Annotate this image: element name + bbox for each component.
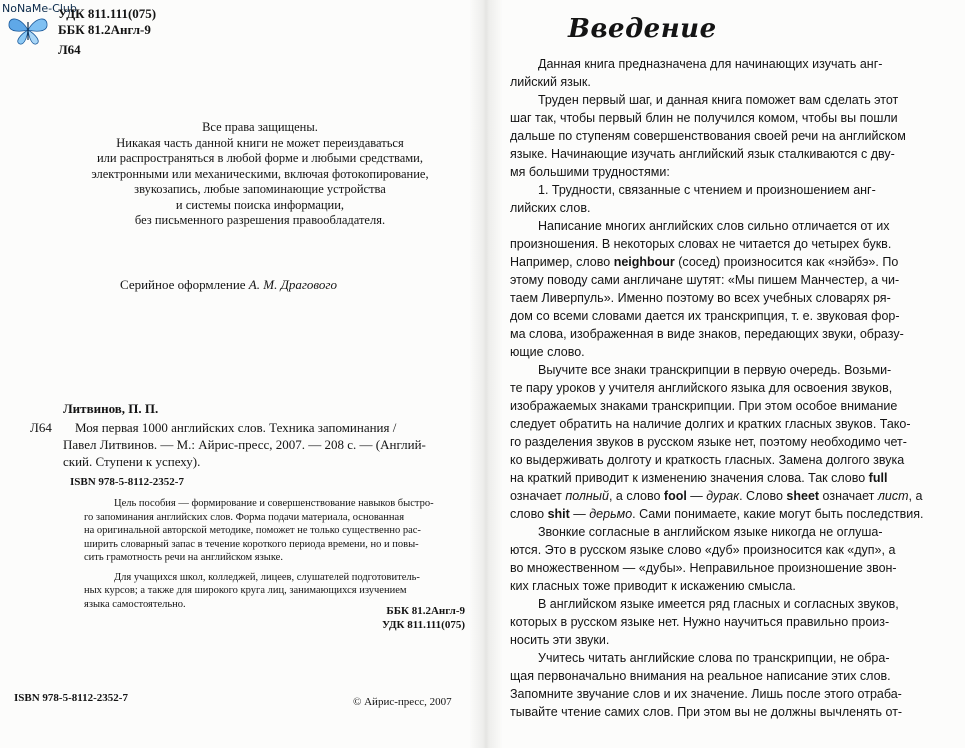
body-line bbox=[510, 685, 955, 703]
body-line bbox=[510, 397, 955, 415]
body-line bbox=[510, 163, 955, 181]
body-line bbox=[510, 541, 955, 559]
text-run: Учитесь читать английские слова по транскрипции, не обра- bbox=[538, 651, 890, 665]
rights-line: электронными или механическими, включая фотокопирование, bbox=[91, 166, 429, 181]
text-run: тывайте чтение самих слов. При этом вы не должны вычленять от- bbox=[510, 705, 903, 719]
text-run: ко выдерживать долготу и краткость гласных. Замена долгого звука bbox=[510, 453, 905, 467]
text-run: — bbox=[569, 507, 590, 521]
text-run: изображаемых знаками транскрипции. При этом особое внимание bbox=[510, 399, 898, 413]
body-line bbox=[510, 145, 955, 163]
body-line bbox=[510, 253, 955, 271]
text-run: этому поводу сами англичане шутят: «Мы пишем Манчестер, а чи- bbox=[510, 273, 900, 287]
body-line bbox=[510, 577, 955, 595]
body-line bbox=[510, 73, 955, 91]
text-run: Звонкие согласные в английском языке никогда не оглуша- bbox=[538, 525, 883, 539]
text-run: Написание многих английских слов сильно отличается от их bbox=[538, 219, 890, 233]
english-word: full bbox=[868, 471, 888, 485]
left-page bbox=[0, 0, 475, 748]
text-run: на краткий приводит к изменению значения слова. Так слово bbox=[510, 471, 869, 485]
body-line bbox=[510, 559, 955, 577]
text-run: В английском языке имеется ряд гласных и согласных звуков, bbox=[538, 597, 899, 611]
rights-line: звукозапись, любые запоминающие устройства bbox=[134, 182, 386, 196]
classification-block bbox=[382, 604, 465, 632]
classification-codes bbox=[58, 6, 156, 58]
body-line bbox=[510, 55, 955, 73]
catalog-line: Моя первая 1000 английских слов. Техника запоминания / bbox=[75, 420, 397, 435]
text-run: го разделения звуков в русском языке нет, поэтому необходимо чет- bbox=[510, 435, 907, 449]
text-run: таем Ливерпуль». Именно поэтому во всех учебных словарях ря- bbox=[510, 291, 891, 305]
udc-class: УДК 811.111(075) bbox=[381, 619, 465, 631]
text-run: , а bbox=[908, 489, 923, 503]
body-line bbox=[510, 199, 955, 217]
rights-line: Все права защищены. bbox=[202, 120, 318, 134]
text-run: Выучите все знаки транскрипции в первую очередь. Возьми- bbox=[538, 363, 892, 377]
text-run: произношения. В некоторых словах не читается до четырех букв. bbox=[510, 237, 892, 251]
text-run: 1. Трудности, связанные с чтением и произношением анг- bbox=[538, 183, 876, 197]
series-designer: А. М. Драгового bbox=[248, 277, 337, 292]
body-line bbox=[510, 649, 955, 667]
rights-line: или распространяться в любой форме и любыми средствами, bbox=[96, 151, 424, 165]
body-line bbox=[510, 361, 955, 379]
body-line bbox=[510, 613, 955, 631]
translation: дурак bbox=[706, 489, 740, 503]
english-word: sheet bbox=[786, 489, 820, 503]
body-line bbox=[510, 433, 955, 451]
text-run: шаг так, чтобы первый блин не получился комом, чтобы вы пошли bbox=[510, 111, 898, 125]
abstract-line: на оригинальной авторской методике, поможет не только существенно рас- bbox=[84, 525, 421, 536]
catalog-index: Л64 bbox=[30, 420, 52, 435]
rights-line: Никакая часть данной книги не может переиздаваться bbox=[116, 135, 404, 150]
text-run: Труден первый шаг, и данная книга поможет вам сделать этот bbox=[538, 93, 899, 107]
body-line bbox=[510, 127, 955, 145]
body-line bbox=[510, 91, 955, 109]
text-run: лийский язык. bbox=[510, 75, 591, 89]
chapter-title: Введение bbox=[568, 14, 717, 44]
body-line bbox=[510, 595, 955, 613]
text-run: Запомните звучание слов и их значение. Лишь после этого отраба- bbox=[510, 687, 902, 701]
series-credit bbox=[120, 277, 337, 293]
text-run: — bbox=[686, 489, 707, 503]
body-line bbox=[510, 271, 955, 289]
isbn: ISBN 978-5-8112-2352-7 bbox=[70, 476, 184, 488]
catalog-author: Литвинов, П. П. bbox=[63, 401, 159, 416]
text-run: ких гласных тоже приводит к искажению смысла. bbox=[510, 579, 796, 593]
text-run: во множественном — «дубы». Неправильное произношение звон- bbox=[510, 561, 897, 575]
body-line bbox=[510, 415, 955, 433]
chapter-body bbox=[510, 55, 955, 721]
body-line bbox=[510, 181, 955, 199]
body-line bbox=[510, 217, 955, 235]
text-run: означает bbox=[510, 489, 566, 503]
catalog-line: ский. Ступени к успеху). bbox=[63, 454, 201, 469]
text-run: дом со всеми словами дается их транскрипция, т. е. звуковая фор- bbox=[510, 309, 900, 323]
translation: полный bbox=[565, 489, 609, 503]
body-line bbox=[510, 487, 955, 505]
translation: лист bbox=[877, 489, 909, 503]
body-line bbox=[510, 289, 955, 307]
isbn-bottom: ISBN 978-5-8112-2352-7 bbox=[14, 692, 128, 704]
abstract-line: ных курсов; а также для широкого круга лиц, занимающихся изучением bbox=[84, 585, 407, 596]
rights-line: и системы поиска информации, bbox=[175, 197, 345, 212]
body-line bbox=[510, 703, 955, 721]
body-line bbox=[510, 505, 955, 523]
text-run: щая первоначально внимания на реальное написание этих слов. bbox=[510, 669, 891, 683]
body-line bbox=[510, 379, 955, 397]
abstract bbox=[84, 497, 464, 611]
body-line bbox=[510, 343, 955, 361]
abstract-line: сить грамотность речи на английском языке. bbox=[84, 552, 283, 563]
english-word: fool bbox=[663, 489, 687, 503]
body-line bbox=[510, 325, 955, 343]
author-mark: Л64 bbox=[58, 42, 81, 57]
body-line bbox=[510, 631, 955, 649]
abstract-line: языка самостоятельно. bbox=[84, 598, 186, 610]
bbk-code: ББК 81.2Англ-9 bbox=[58, 22, 151, 37]
text-run: мя большими трудностями: bbox=[510, 165, 670, 179]
text-run: Данная книга предназначена для начинающих изучать анг- bbox=[538, 57, 883, 71]
translation: дерьмо bbox=[589, 507, 633, 521]
text-run: означает bbox=[819, 489, 878, 503]
text-run: те пару уроков у учителя английского языка для освоения звуков, bbox=[510, 381, 893, 395]
body-line bbox=[510, 523, 955, 541]
body-line bbox=[510, 667, 955, 685]
text-run: лийских слов. bbox=[510, 201, 591, 215]
text-run: языке. Начинающие изучать английский язык сталкиваются с дву- bbox=[510, 147, 895, 161]
catalog-line: Павел Литвинов. — М.: Айрис-пресс, 2007. — 208 с. — (Англий- bbox=[63, 437, 426, 452]
english-word: neighbour bbox=[613, 255, 675, 269]
abstract-line: Цель пособия — формирование и совершенствование навыков быстро- bbox=[114, 498, 434, 509]
body-line bbox=[510, 235, 955, 253]
text-run: дальше по ступеням совершенствования своей речи на английском bbox=[510, 129, 906, 143]
text-run: ющие слово. bbox=[510, 345, 585, 359]
rights-line: без письменного разрешения правообладателя. bbox=[134, 213, 386, 227]
text-run: , а слово bbox=[608, 489, 664, 503]
text-run: которых в русском языке нет. Нужно научиться правильно произ- bbox=[510, 615, 890, 629]
text-run: следует обратить на наличие долгих и кратких гласных звуков. Тако- bbox=[510, 417, 911, 431]
rights-notice bbox=[40, 120, 480, 229]
text-run: ма слова, изображенная в виде знаков, передающих звуки, образу- bbox=[510, 327, 904, 341]
body-line bbox=[510, 109, 955, 127]
text-run: (сосед) произносится как «нэйбэ». По bbox=[674, 255, 899, 269]
body-line bbox=[510, 469, 955, 487]
bbk-class: ББК 81.2Англ-9 bbox=[386, 605, 465, 617]
series-label: Серийное оформление bbox=[120, 277, 246, 292]
text-run: . Слово bbox=[739, 489, 787, 503]
right-page bbox=[490, 0, 965, 748]
text-run: носить эти звуки. bbox=[510, 633, 610, 647]
butterfly-icon bbox=[6, 14, 50, 46]
text-run: ются. Это в русском языке слово «дуб» произносится как «дуп», а bbox=[510, 543, 896, 557]
text-run: . Сами понимаете, какие могут быть последствия. bbox=[632, 507, 924, 521]
abstract-line: Для учащихся школ, колледжей, лицеев, слушателей подготовитель- bbox=[114, 571, 420, 583]
text-run: слово bbox=[510, 507, 548, 521]
abstract-line: го запоминания английских слов. Форма подачи материала, основанная bbox=[84, 511, 405, 523]
copyright: © Айрис-пресс, 2007 bbox=[353, 696, 452, 708]
text-run: Например, слово bbox=[510, 255, 614, 269]
body-line bbox=[510, 307, 955, 325]
catalog-description bbox=[63, 419, 473, 470]
udc-code: УДК 811.111(075) bbox=[58, 6, 157, 21]
body-line bbox=[510, 451, 955, 469]
abstract-line: ширить словарный запас в течение короткого периода времени, но и повы- bbox=[84, 538, 419, 550]
watermark-text: NoNaMe-Club bbox=[2, 2, 77, 15]
english-word: shit bbox=[547, 507, 570, 521]
